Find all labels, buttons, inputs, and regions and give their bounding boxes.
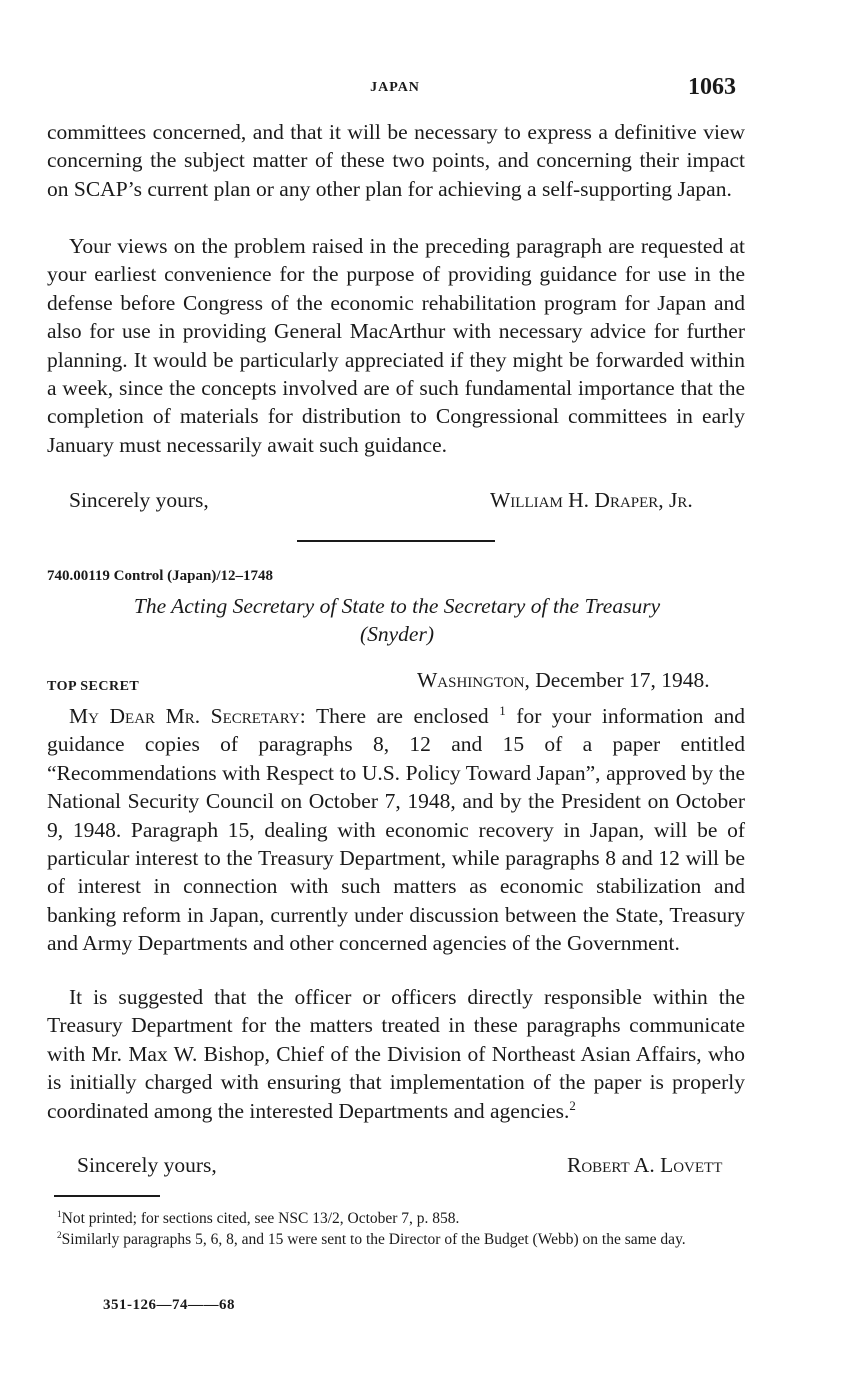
letter2-paragraph-1-part-b: for your information and guidance copies of paragraphs 8, 12 and 15 of a paper entitled “Recommendations with Respect to U.S. Policy Toward Japan”, approved by the National Security Council on October 7, 1948, and by the President on October 9, 1948. Paragraph 15, dealing with economic recovery in Japan, will be of particular interest to the Treasury Department, while paragraphs 8 and 12 will be of interest in connection with such matters as economic stabilization and banking reform in Japan, currently under discussion between the State, Treasury and Army Departments and other concerned agencies of the Government. <box>47 704 746 956</box>
print-code: 351-126—74——68 <box>103 1297 235 1313</box>
letter2-paragraph-2-text <box>47 983 745 1125</box>
salutation: My Dear Mr. Secretary: <box>69 704 306 728</box>
letter2-signature: Robert A. Lovett <box>567 1153 723 1177</box>
running-head <box>0 76 859 102</box>
footnote-ref-1: 1 <box>499 703 506 718</box>
letter2-paragraph-2-body: It is suggested that the officer or officers directly responsible within the Treasury Department for the matters treated in these paragraphs communicate with Mr. Max W. Bishop, Chief of the Division of Northeast Asian Affairs, who is initially charged with ensuring that implementation of the paper is properly coordinated among the interested Departments and agencies. <box>47 985 745 1123</box>
letter2-closing: Sincerely yours, <box>77 1153 217 1177</box>
footnote-divider <box>54 1195 160 1197</box>
classification-marking: TOP SECRET <box>47 679 140 694</box>
document-title-line-2: (Snyder) <box>359 622 435 646</box>
letter2-paragraph-1 <box>47 702 745 958</box>
section-divider <box>297 540 495 542</box>
footnote-1-mark: 1 <box>57 1209 62 1220</box>
letter1-paragraph-1 <box>47 118 745 203</box>
footnote-1-text: Not printed; for sections cited, see NSC 13/2, October 7, p. 858. <box>61 1210 460 1227</box>
letter1-paragraph-2-text: Your views on the problem raised in the preceding paragraph are requested at your earliest convenience for the purpose of providing guidance for use in the defense before Congress of the economic rehabilitation program for Japan and also for use in providing General MacArthur with necessary advice for further planning. It would be particularly appreciated if they might be forwarded within a week, since the concepts involved are of such fundamental importance that the completion of materials for distribution to Congressional committees in early January must necessarily await such guidance. <box>47 234 745 457</box>
footnote-ref-2: 2 <box>569 1098 576 1113</box>
footnotes <box>47 1208 787 1250</box>
letter2-paragraph-1-part-a: There are enclosed <box>315 704 489 728</box>
dateline-place: Washington, <box>417 668 530 692</box>
footnote-2-text: Similarly paragraphs 5, 6, 8, and 15 were sent to the Director of the Budget (Webb) on the same day. <box>61 1231 686 1248</box>
letter2-paragraph-2 <box>47 983 745 1125</box>
letter1-closing: Sincerely yours, <box>69 488 209 512</box>
letter1-paragraph-2 <box>47 232 745 459</box>
running-title: JAPAN <box>370 80 420 95</box>
letter1-paragraph-1-text: committees concerned, and that it will be necessary to express a definitive view concerning the subject matter of these two points, and concerning their impact on SCAP’s current plan or any other plan for achieving a self-supporting Japan. <box>47 120 745 201</box>
footnote-2-mark: 2 <box>57 1230 62 1241</box>
page-number: 1063 <box>688 74 736 100</box>
letter1-signature: William H. Draper, Jr. <box>490 488 693 512</box>
dateline <box>417 668 710 693</box>
footnote-1 <box>47 1208 787 1229</box>
document-title-line-1: The Acting Secretary of State to the Secretary of the Treasury <box>133 594 661 618</box>
footnote-2 <box>47 1229 787 1250</box>
file-reference: 740.00119 Control (Japan)/12–1748 <box>47 568 273 584</box>
dateline-date: December 17, 1948. <box>535 668 710 692</box>
letter2-paragraph-1-text <box>47 702 745 958</box>
document-title <box>47 592 747 648</box>
